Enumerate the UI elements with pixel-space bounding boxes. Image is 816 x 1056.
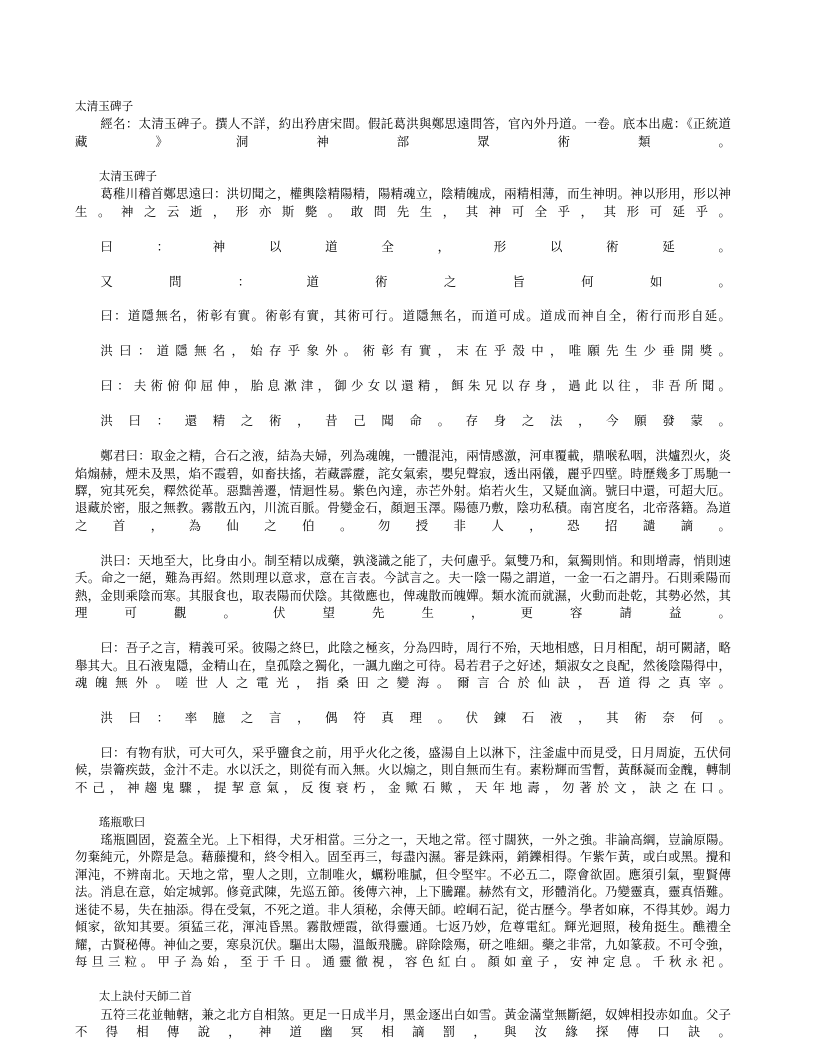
body-paragraph: 曰：吾子之言，精義可采。彼陽之終巳，此陰之極亥，分為四時，周行不殆，天地相感，日月相配，胡可闕諸，略舉其大。且石液鬼隱，金精山在，皇孤陰之獨化，一諷九幽之可待。曷若君子之好述，類淑女之良配，然後陰陽得中，魂魄無外。嗟世人之電光，指桑田之變海。爾言合於仙訣，吾道得之真宰。 <box>75 640 731 690</box>
body-paragraph: 又問：道術之旨何如。 <box>100 273 731 289</box>
body-paragraph: 曰：有物有狀，可大可久，采乎鹽食之前，用乎火化之後，盛湯自上以淋下，注釜虛中而見受，日月周旋，五伏伺候，崇籥疾鼓，金汁不走。水以沃之，則從有而入無。火以煽之，則自無而生有。素粉輝而雪暫，黃酥凝而金醜，轉制不己，神趨鬼驟，提挈意氣，反復衰朽，金歟石歟，天年地壽，勿著於文，訣之在口。 <box>75 744 731 795</box>
body-paragraph: 洪曰：率臆之言，偶符真理。伏鍊石液，其術奈何。 <box>100 709 731 725</box>
body-paragraph: 曰：道隱無名，術彰有實。術彰有實，其術可行。道隱無名，而道可成。道成而神自全，術行而形自延。 <box>100 308 731 324</box>
body-paragraph: 洪曰：天地至大，比身由小。制至精以成藥，孰淺識之能了，夫何慮乎。氣雙乃和，氣獨則悄。和則增壽，悄則速夭。命之一絕，難為再紹。然則理以意求，意在言表。今試言之。夫一陰一陽之謂道，一金一石之謂丹。石則乘陽而熱，金則乘陰而寒。其服食也，取表陽而伏陰。其徵應也，俾魂散而魄嬋。類水流而就濕，火動而赴乾，其勢必然，其理可觀。伏望先生，更容請益。 <box>75 552 731 621</box>
section-heading: 瑤瓶歌曰 <box>98 814 146 829</box>
section-heading: 太上訣付天師二首 <box>98 989 192 1004</box>
body-paragraph: 洪曰：道隱無名，始存乎象外。術彰有實，末在乎殼中，唯願先生少垂開獎。 <box>100 343 731 359</box>
section-heading: 太清玉碑子 <box>75 99 134 113</box>
body-paragraph: 五符三花並軸轄，兼之北方自相煞。更足一日成半月，黑金逐出白如雪。黃金滿堂無斷絕，奴婢相投赤如血。父子不得相傳說，神道幽冥相謫罰，與汝緣探傳口訣。 <box>75 1006 731 1040</box>
body-paragraph: 曰：神以道全，形以術延。 <box>100 238 731 254</box>
body-paragraph: 洪曰：還精之術，昔己聞命。存身之法，今願發蒙。 <box>100 413 731 429</box>
body-paragraph: 鄭君曰：取金之精，合石之液，結為夫婦，列為魂魄，一體混沌，兩情感激，河車覆載，鼎喉私咽，洪爐烈火，炎焰煽赫，煙未及黑，焰不霞碧，如畜扶搖，若藏霹靂，詫女氣索，嬰兒聲寂，透出兩儀，麗乎四壁。時歷幾多丁馬馳一驛，宛其死矣，釋然從革。惡黜善遷，情迴性易。紫色內達，赤芒外射。焰若火生，又疑血滴。號曰中還，可超大厄。退藏於密，服之無教。霧散五內，川流百脈。骨變金石，顏迴玉澤。陽德乃敷，陰功私積。南宮度名，北帝落籍。為道之首，為仙之伯。勿授非人，恐招譴謫。 <box>75 448 731 533</box>
section-heading: 太清玉碑子 <box>98 168 157 183</box>
body-paragraph: 曰：夫術俯仰屈伸，胎息漱津，御少女以還精，餌朱兄以存身，過此以往，非吾所聞。 <box>100 378 731 394</box>
body-paragraph: 葛稚川稽首鄭思遠曰：洪切聞之，權輿陰精陽精，陽精魂立，陰精魄成，兩精相薄，而生神明。神以形用，形以神生。神之云逝，形亦斯斃。敢問先生，其神可全乎，其形可延乎。 <box>75 186 731 219</box>
body-paragraph: 經名：太清玉碑子。撰人不詳，約出矜唐宋間。假託葛洪與鄭思遠問答，官內外丹道。一卷。底本出處：《正統道藏》洞神部眾術類。 <box>75 116 731 149</box>
body-paragraph: 瑤瓶圓固，瓷蓋全光。上下相得，犬牙相當。三分之一，天地之常。徑寸闊狹，一外之強。非論高綱，豈論原陽。勿棄純元，外際是急。藉藤攪和，終令相入。固至再三，每盡內濕。審是銖兩，銷鑠相得。乍紫乍黃，或白或黑。攪和渾沌，不辨南北。天地之常，聖人之則，立制唯火，蠣粉唯膩，但令堅牢。不必五二，際會欲固。應須引氣，聖賢傳法。消息在意，始定城郭。修竟武陳，先巡五節。後傳六神，上下騰躍。赫然有文，形體消化。乃變靈真，靈真悟難。迷徒不易，失在抽添。得在受氣，不死之道。非人須秘，余傳天師。崆峒石記，從古歷今。學者如麻，不得其妙。竭力傾家，欲知其要。須猛三花，渾沌昏黑。霧散煙霞，欲得靈通。七返乃妙，危尊電紅。輝光迴照，稜角挺生。醮禮全耀，古賢秘傳。神仙之要，寒泉沉伏。驅出太陽，溫飯飛騰。辟除陰殤，研之唯細。藥之非常，九如篆菽。不可令強，每旦三粒。甲子為始，至于千日。通靈徹視，容色紅白。顏如童子，安神定息。千秋永祀。 <box>75 832 731 970</box>
document-text-block <box>75 98 731 1056</box>
